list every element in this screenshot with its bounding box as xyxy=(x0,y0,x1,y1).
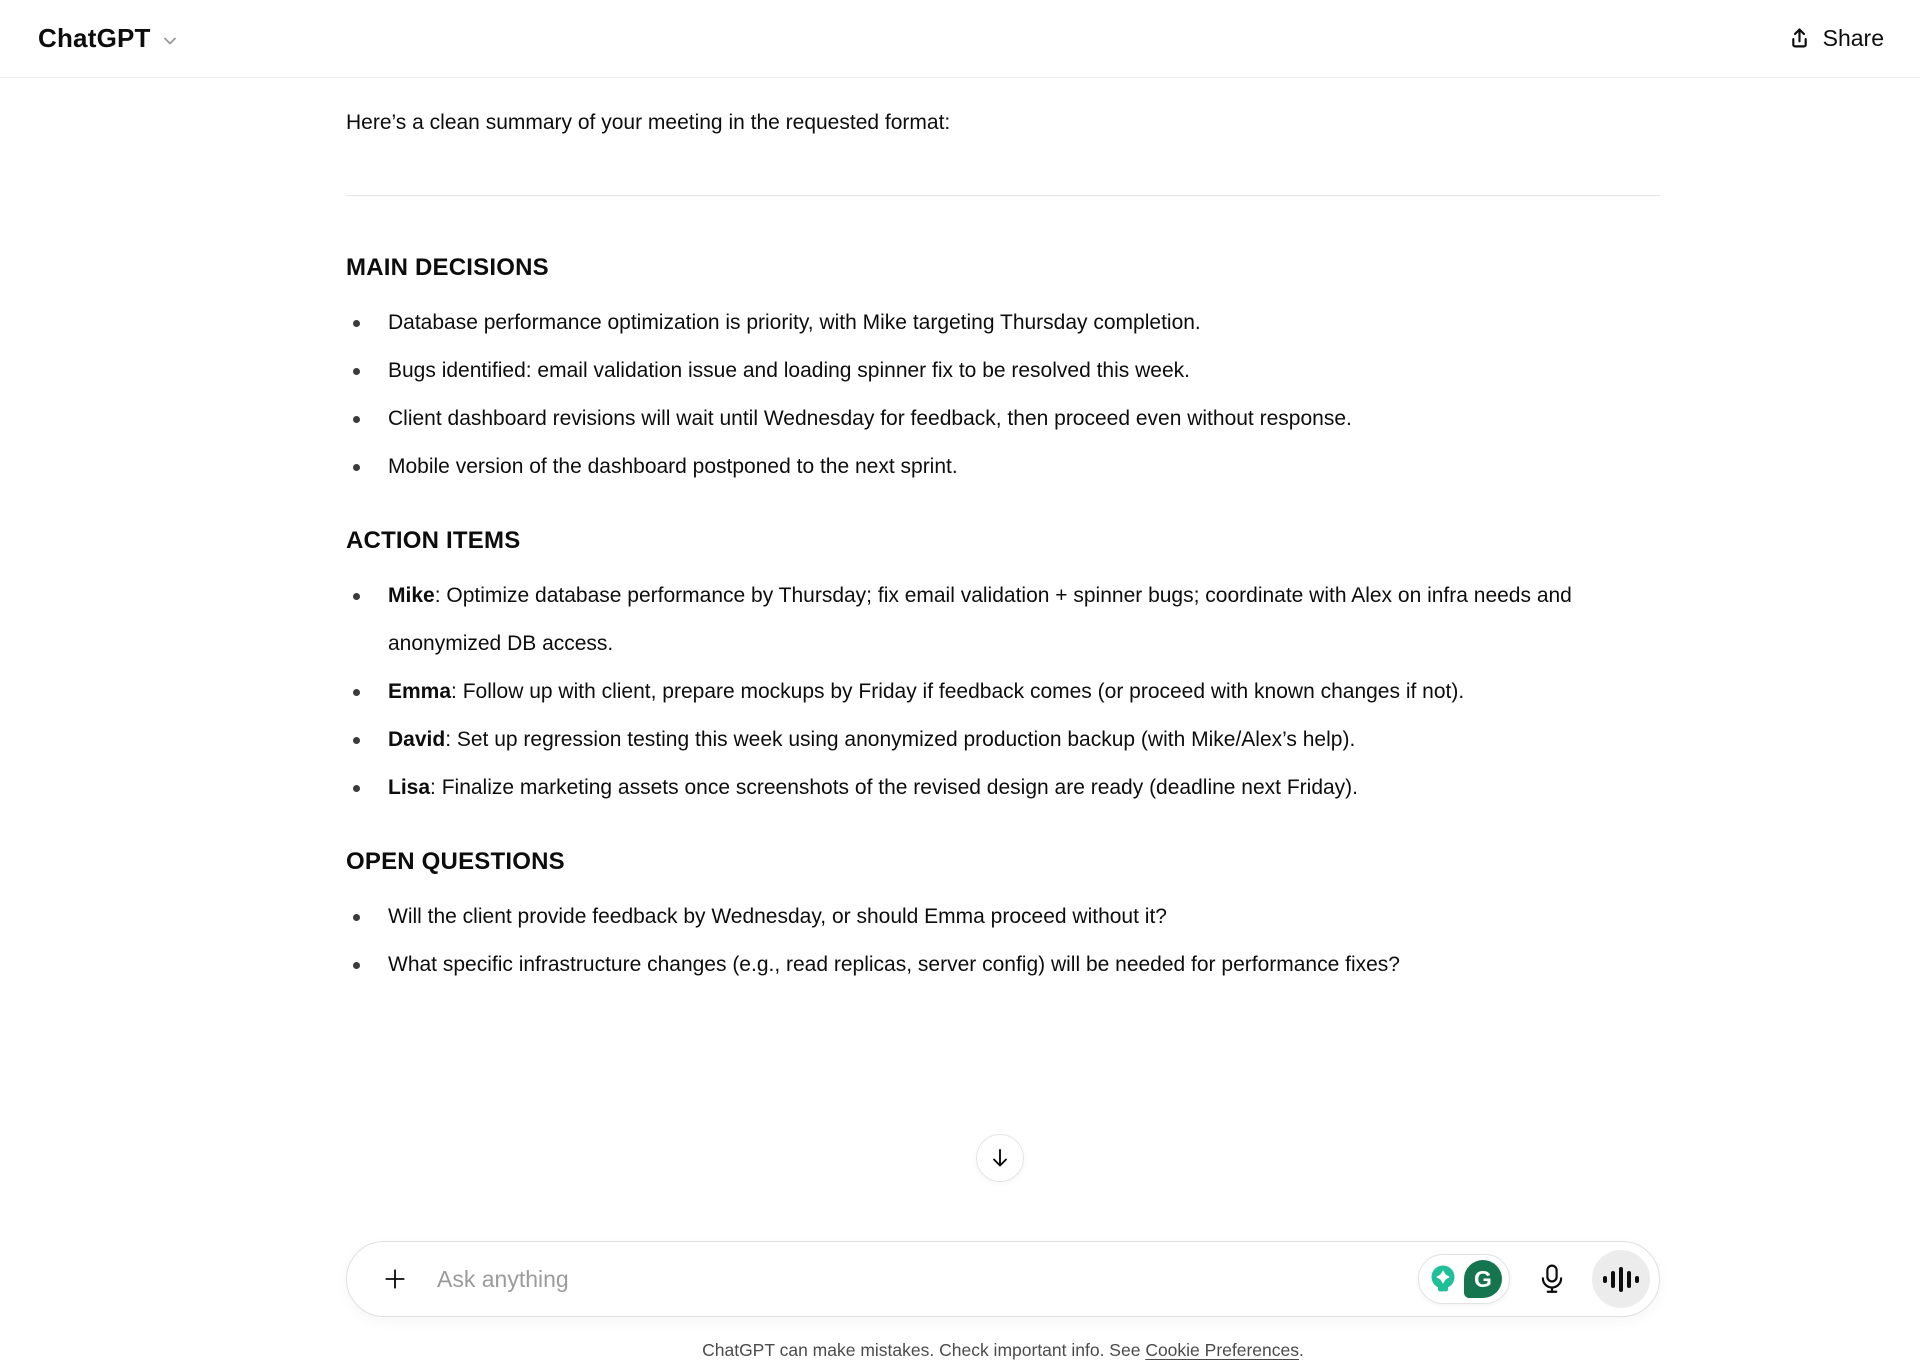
assignee-name: Emma xyxy=(388,680,452,703)
section-heading: ACTION ITEMS xyxy=(346,527,521,554)
message-input[interactable] xyxy=(437,1266,1418,1293)
list-item xyxy=(346,941,1660,989)
grammarly-widget[interactable] xyxy=(1418,1254,1510,1304)
list-item-text: Follow up with client, prepare mockups by Friday if feedback comes (or proceed with known changes if not). xyxy=(462,680,1465,703)
list-item-text: Bugs identified: email validation issue and loading spinner fix to be resolved this week. xyxy=(388,359,1190,382)
scroll-to-bottom-button[interactable] xyxy=(976,1134,1024,1182)
disclaimer: ChatGPT can make mistakes. Check important info. See Cookie Preferences. xyxy=(702,1340,1304,1360)
share-icon xyxy=(1786,25,1813,52)
voice-mode-button[interactable] xyxy=(1592,1250,1650,1308)
share-button[interactable] xyxy=(1776,17,1894,60)
list-item-text: Mobile version of the dashboard postponed to the next sprint. xyxy=(388,455,958,478)
list-item-text: Will the client provide feedback by Wednesday, or should Emma proceed without it? xyxy=(388,905,1167,928)
bullet-list xyxy=(346,299,1660,491)
top-bar xyxy=(0,0,1920,78)
grammarly-suggestions-icon xyxy=(1426,1262,1460,1296)
grammarly-logo-icon: G xyxy=(1464,1260,1502,1298)
bullet-list xyxy=(346,893,1660,989)
message-divider xyxy=(346,195,1660,196)
disclaimer-text: ChatGPT can make mistakes. Check important info. See xyxy=(702,1340,1146,1360)
list-item xyxy=(346,893,1660,941)
list-item-text: Client dashboard revisions will wait until Wednesday for feedback, then proceed even without response. xyxy=(388,407,1352,430)
list-item: Lisa: Finalize marketing assets once screenshots of the revised design are ready (deadline next Friday). xyxy=(346,764,1660,812)
list-item-text: Database performance optimization is priority, with Mike targeting Thursday completion. xyxy=(388,311,1201,334)
message-section xyxy=(346,846,1660,989)
list-item xyxy=(346,299,1660,347)
plus-icon xyxy=(382,1266,408,1292)
app-title: ChatGPT xyxy=(38,23,151,53)
assignee-name: Lisa xyxy=(388,776,431,799)
list-item xyxy=(346,347,1660,395)
message-section xyxy=(346,525,1660,812)
list-item-text: Optimize database performance by Thursday; fix email validation + spinner bugs; coordinate with Alex on infra needs and anonymized DB access. xyxy=(388,584,1572,655)
message-intro: Here’s a clean summary of your meeting in the requested format: xyxy=(346,111,951,134)
chevron-down-icon xyxy=(160,31,180,51)
section-heading: MAIN DECISIONS xyxy=(346,254,549,281)
list-item: Mike: Optimize database performance by Thursday; fix email validation + spinner bugs; coordinate with Alex on infra needs and anonymized DB access. xyxy=(346,572,1660,668)
section-heading: OPEN QUESTIONS xyxy=(346,848,565,875)
list-item: David: Set up regression testing this week using anonymized production backup (with Mike/Alex’s help). xyxy=(346,716,1660,764)
message-section xyxy=(346,252,1660,491)
list-item xyxy=(346,395,1660,443)
share-label: Share xyxy=(1822,25,1884,51)
list-item-text: Finalize marketing assets once screenshots of the revised design are ready (deadline next Friday). xyxy=(441,776,1359,799)
cookie-preferences-link[interactable]: Cookie Preferences xyxy=(1145,1340,1300,1360)
list-item xyxy=(346,443,1660,491)
voice-mode-icon xyxy=(1603,1267,1639,1292)
assignee-name: Mike xyxy=(388,584,435,607)
message-sections xyxy=(346,252,1660,989)
list-item: Emma: Follow up with client, prepare mockups by Friday if feedback comes (or proceed with known changes if not). xyxy=(346,668,1660,716)
composer[interactable] xyxy=(346,1241,1660,1317)
dictate-button[interactable] xyxy=(1534,1257,1570,1301)
list-item-text: Set up regression testing this week using anonymized production backup (with Mike/Alex’s help). xyxy=(456,728,1356,751)
assistant-message xyxy=(346,0,1660,989)
list-item-text: What specific infrastructure changes (e.g., read replicas, server config) will be needed for performance fixes? xyxy=(388,953,1400,976)
assignee-name: David xyxy=(388,728,446,751)
bullet-list xyxy=(346,572,1660,812)
arrow-down-icon xyxy=(988,1146,1012,1170)
microphone-icon xyxy=(1537,1262,1567,1296)
attach-button[interactable] xyxy=(377,1261,413,1297)
model-switcher[interactable] xyxy=(30,17,188,60)
